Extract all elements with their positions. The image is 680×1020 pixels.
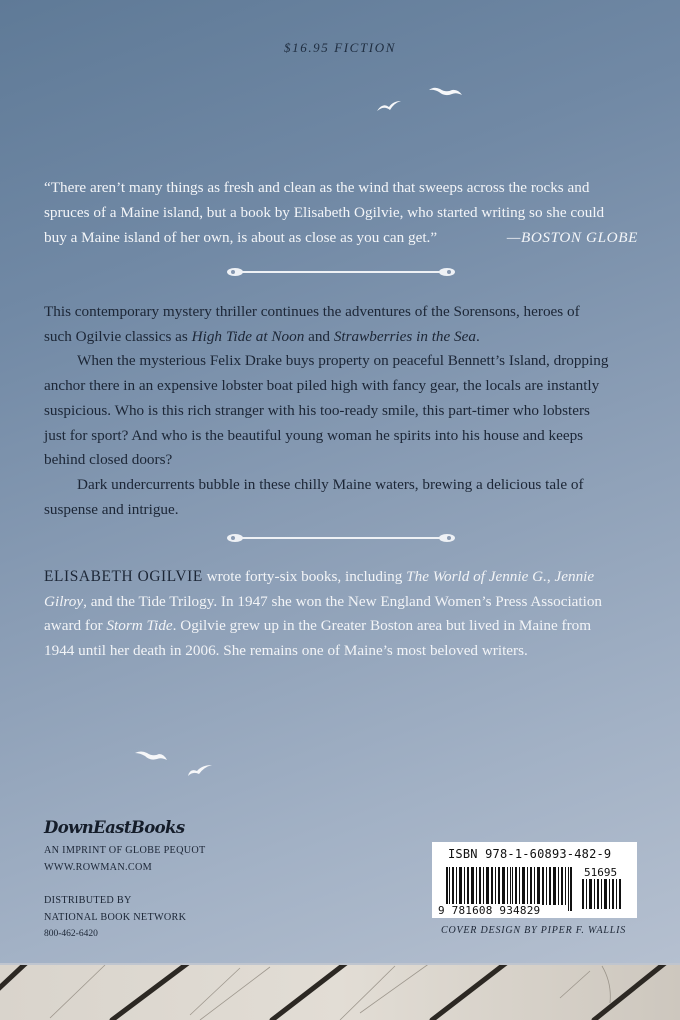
imprint-label: AN IMPRINT OF GLOBE PEQUOT (44, 845, 206, 856)
book-title-reference: The World of Jennie G. (406, 568, 547, 585)
book-title-reference: Storm Tide (106, 617, 173, 635)
isbn-barcode (432, 842, 637, 918)
book-title-reference: Jennie (554, 568, 595, 585)
distributor-name: NATIONAL BOOK NETWORK (44, 911, 187, 923)
description-text: such Ogilvie classics as (44, 327, 192, 345)
publisher-logo: DownEastBooks (44, 818, 185, 837)
publisher-website: WWW.ROWMAN.COM (44, 861, 152, 873)
publisher-info (44, 818, 264, 942)
bio-text: . Ogilvie grew up in the Greater Boston area but lived in Maine from (172, 617, 592, 635)
description-line: behind closed doors? (44, 451, 173, 469)
book-title-reference: High Tide at Noon (191, 327, 305, 345)
book-title-reference: Gilroy (44, 592, 84, 610)
book-title-reference: Strawberries in the Sea (333, 327, 476, 345)
cover-design-credit: COVER DESIGN BY PIPER F. WALLIS (441, 925, 627, 936)
description-text: and (304, 327, 334, 345)
bio-text: wrote forty-six books, including (202, 568, 407, 585)
description-line: This contemporary mystery thriller continues the adventures of the Sorensons, heroes of (44, 303, 580, 320)
description-line: suspicious. Who is this rich stranger with his too-ready smile, this part-timer who lobsters (44, 401, 590, 419)
bio-text: , (546, 568, 555, 585)
distributor-phone: 800-462-6420 (44, 929, 98, 939)
distributed-by-label: DISTRIBUTED BY (44, 895, 132, 906)
ean-digits: 9 781608 934829 (438, 904, 541, 917)
quote-line: “There aren’t many things as fresh and clean as the wind that sweeps across the rocks and (44, 179, 590, 196)
rope-divider (225, 532, 457, 544)
rope-divider (225, 266, 457, 278)
description-line: Dark undercurrents bubble in these chilly Maine waters, brewing a delicious tale of (77, 475, 584, 493)
book-description (44, 300, 644, 522)
barcode-price-code: 51695 (584, 866, 618, 879)
wooden-dock-image (0, 963, 680, 1020)
bio-text: award for (44, 617, 107, 635)
description-line: anchor there in an expensive lobster boat piled high with fancy gear, the locals are instantly (44, 377, 600, 395)
seagull-icon (375, 98, 405, 114)
description-line: just for sport? And who is the beautiful young woman he spirits into his house and keeps (44, 426, 584, 444)
bio-text: 1944 until her death in 2006. She remains one of Maine’s most beloved writers. (44, 642, 528, 660)
isbn-label: ISBN 978-1-60893-482-9 (448, 847, 612, 861)
review-quote (44, 175, 644, 250)
author-name: ELISABETH OGILVIE (44, 568, 203, 585)
description-line: When the mysterious Felix Drake buys property on peaceful Bennett’s Island, dropping (77, 352, 609, 370)
quote-line: spruces of a Maine island, but a book by Elisabeth Ogilvie, who started writing so she could (44, 204, 605, 221)
seagull-icon (186, 762, 214, 778)
author-bio (44, 565, 644, 664)
price-category-label: $16.95 FICTION (284, 40, 396, 55)
quote-source: —BOSTON GLOBE (506, 229, 638, 246)
seagull-icon (134, 750, 168, 764)
seagull-icon (428, 86, 464, 100)
description-line: suspense and intrigue. (44, 500, 179, 518)
description-text: . (476, 327, 480, 345)
quote-line: buy a Maine island of her own, is about as close as you can get.” (44, 229, 438, 246)
bio-text: , and the Tide Trilogy. In 1947 she won the New England Women’s Press Association (83, 592, 603, 610)
